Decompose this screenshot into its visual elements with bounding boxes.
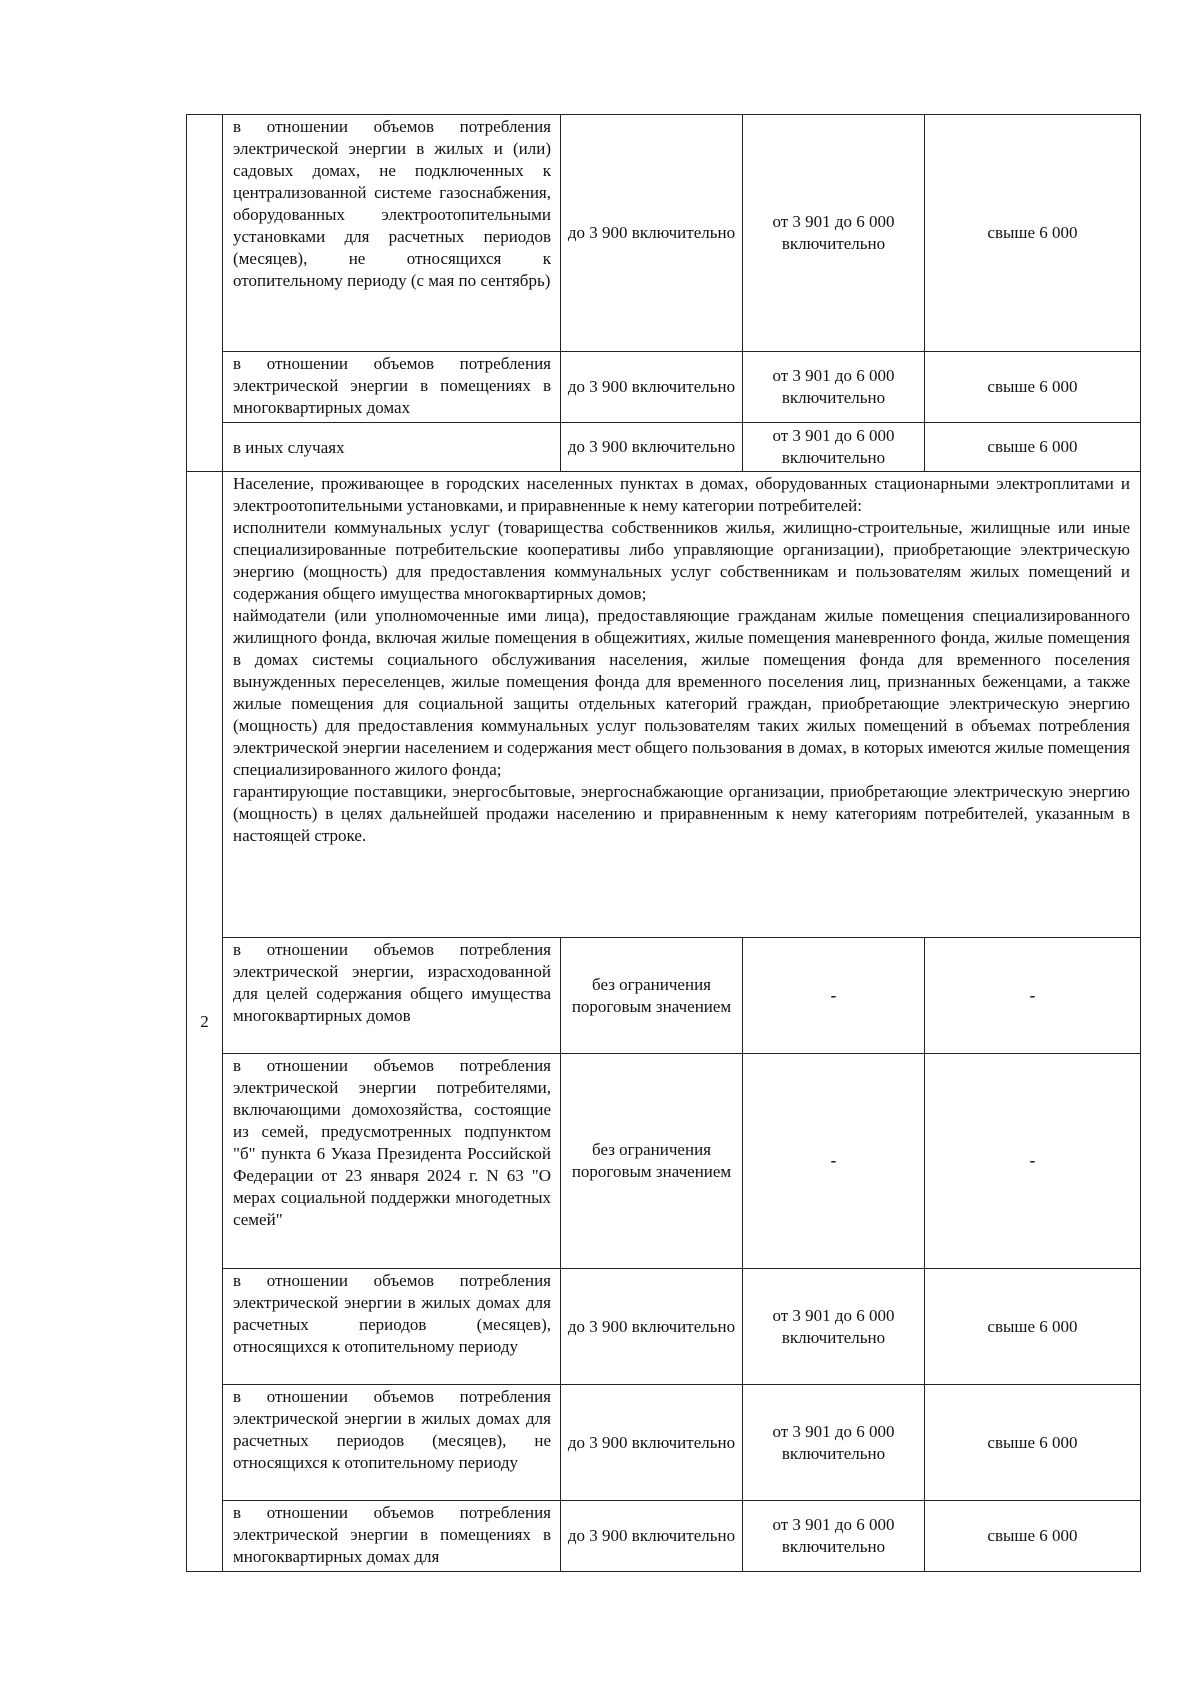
group-header-cell bbox=[223, 472, 1141, 938]
range-2-cell: - bbox=[743, 938, 925, 1054]
range-2-cell: от 3 901 до 6 000 включительно bbox=[743, 1501, 925, 1572]
table-row bbox=[187, 1501, 1141, 1572]
range-2-cell: от 3 901 до 6 000 включительно bbox=[743, 352, 925, 423]
row-description: в отношении объемов потребления электрической энергии в помещениях в многоквартирных домах bbox=[223, 352, 561, 423]
row-description: в отношении объемов потребления электрической энергии, израсходованной для целей содержания общего имущества многоквартирных домов bbox=[223, 938, 561, 1054]
group-paragraph: наймодатели (или уполномоченные ими лица), предоставляющие гражданам жилые помещения специализированного жилищного фонда, включая жилые помещения в общежитиях, жилые помещения маневренного фонда, жилые помещения в домах системы социального обслуживания населения, жилые помещения фонда для временного поселения вынужденных переселенцев, жилые помещения фонда для временного поселения лиц, признанных беженцами, а также жилые помещения для социальной защиты отдельных категорий граждан, приобретающие электрическую энергию (мощность) для предоставления коммунальных услуг пользователям таких жилых помещений в объемах потребления электрической энергии населением и содержания мест общего пользования в домах, в которых имеются жилые помещения специализированного жилого фонда; bbox=[233, 606, 1130, 779]
range-3-cell: - bbox=[925, 1054, 1141, 1269]
table-row bbox=[187, 115, 1141, 352]
range-1-cell: до 3 900 включительно bbox=[561, 1501, 743, 1572]
group-paragraph: Население, проживающее в городских населенных пунктах в домах, оборудованных стационарными электроплитами и электроотопительными установками, и приравненные к нему категории потребителей: bbox=[233, 474, 1130, 515]
range-2-cell: от 3 901 до 6 000 включительно bbox=[743, 423, 925, 472]
range-2-cell: от 3 901 до 6 000 включительно bbox=[743, 1385, 925, 1501]
range-3-cell: свыше 6 000 bbox=[925, 1269, 1141, 1385]
row-description: в отношении объемов потребления электрической энергии в жилых домах для расчетных периодов (месяцев), не относящихся к отопительному периоду bbox=[223, 1385, 561, 1501]
table-row bbox=[187, 352, 1141, 423]
range-1-cell: до 3 900 включительно bbox=[561, 1269, 743, 1385]
range-1-cell: до 3 900 включительно bbox=[561, 1385, 743, 1501]
range-3-cell: свыше 6 000 bbox=[925, 423, 1141, 472]
row-number-cell bbox=[187, 115, 223, 472]
range-1-cell: до 3 900 включительно bbox=[561, 423, 743, 472]
range-2-cell: - bbox=[743, 1054, 925, 1269]
row-description: в отношении объемов потребления электрической энергии в жилых и (или) садовых домах, не подключенных к централизованной системе газоснабжения, оборудованных электроотопительными установками для расчетных периодов (месяцев), не относящихся к отопительному периоду (с мая по сентябрь) bbox=[223, 115, 561, 352]
range-3-cell: свыше 6 000 bbox=[925, 1385, 1141, 1501]
row-description: в отношении объемов потребления электрической энергии потребителями, включающими домохозяйства, состоящие из семей, предусмотренных подпунктом "б" пункта 6 Указа Президента Российской Федерации от 23 января 2024 г. N 63 "О мерах социальной поддержки многодетных семей" bbox=[223, 1054, 561, 1269]
table-row bbox=[187, 423, 1141, 472]
group-paragraph: исполнители коммунальных услуг (товарищества собственников жилья, жилищно-строительные, жилищные или иные специализированные потребительские кооперативы либо управляющие организации), приобретающие электрическую энергию (мощность) для предоставления коммунальных услуг собственникам и пользователям жилых помещений и содержания общего имущества многоквартирных домов; bbox=[233, 518, 1130, 603]
range-3-cell: свыше 6 000 bbox=[925, 1501, 1141, 1572]
range-2-cell: от 3 901 до 6 000 включительно bbox=[743, 1269, 925, 1385]
range-3-cell: свыше 6 000 bbox=[925, 352, 1141, 423]
row-number-cell: 2 bbox=[187, 472, 223, 1572]
range-3-cell: свыше 6 000 bbox=[925, 115, 1141, 352]
table-row bbox=[187, 938, 1141, 1054]
table-row bbox=[187, 1385, 1141, 1501]
range-3-cell: - bbox=[925, 938, 1141, 1054]
table-row bbox=[187, 1054, 1141, 1269]
row-description: в отношении объемов потребления электрической энергии в помещениях в многоквартирных домах для bbox=[223, 1501, 561, 1572]
table-row bbox=[187, 1269, 1141, 1385]
table-row bbox=[187, 472, 1141, 938]
range-1-cell: до 3 900 включительно bbox=[561, 352, 743, 423]
group-paragraph: гарантирующие поставщики, энергосбытовые, энергоснабжающие организации, приобретающие электрическую энергию (мощность) в целях дальнейшей продажи населению и приравненным к нему категориям потребителей, указанным в настоящей строке. bbox=[233, 782, 1130, 845]
row-description: в иных случаях bbox=[223, 423, 561, 472]
range-1-cell: до 3 900 включительно bbox=[561, 115, 743, 352]
range-2-cell: от 3 901 до 6 000 включительно bbox=[743, 115, 925, 352]
row-description: в отношении объемов потребления электрической энергии в жилых домах для расчетных периодов (месяцев), относящихся к отопительному периоду bbox=[223, 1269, 561, 1385]
range-1-cell: без ограничения пороговым значением bbox=[561, 1054, 743, 1269]
tariff-table bbox=[186, 114, 1141, 1572]
range-1-cell: без ограничения пороговым значением bbox=[561, 938, 743, 1054]
